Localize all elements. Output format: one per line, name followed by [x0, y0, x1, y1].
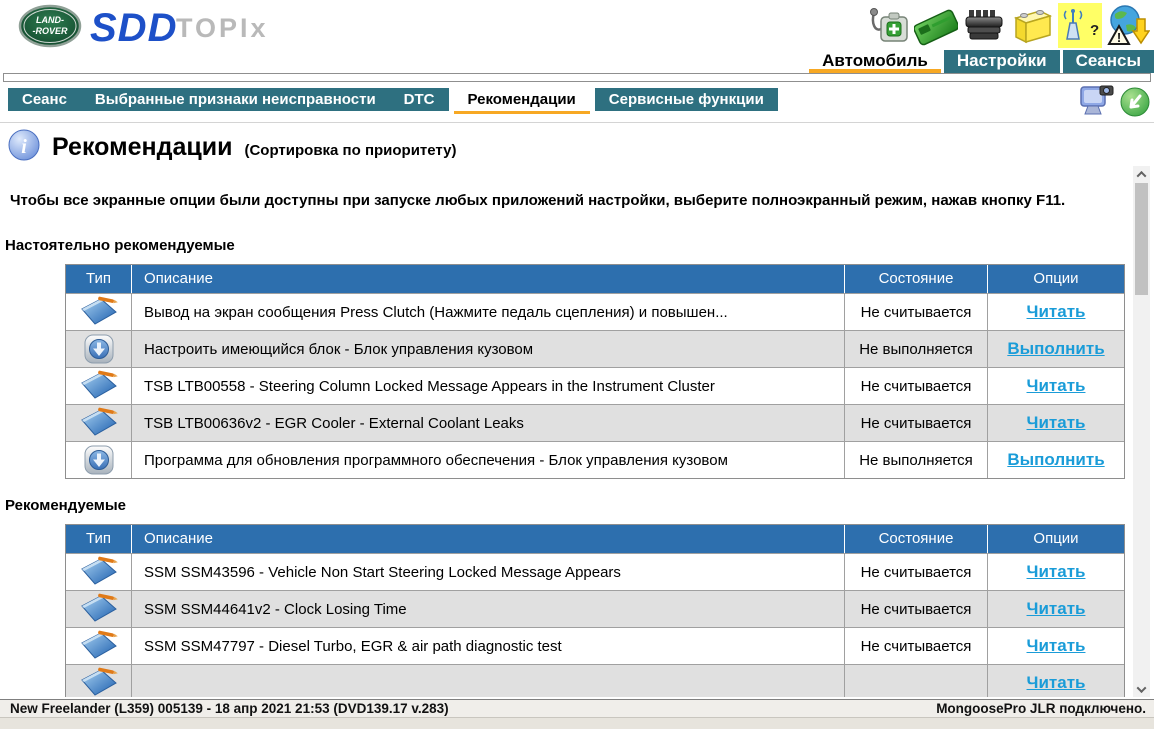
column-header: Состояние	[844, 525, 987, 553]
row-state: Не считывается	[844, 368, 987, 404]
row-action-link[interactable]: Читать	[1026, 673, 1086, 692]
scroll-up-button[interactable]	[1133, 166, 1150, 182]
column-header: Описание	[131, 265, 844, 293]
table-row	[66, 367, 1124, 404]
recommendation-section	[0, 497, 1131, 697]
row-description	[131, 665, 844, 697]
row-action-link[interactable]: Выполнить	[1007, 450, 1105, 469]
row-description: TSB LTB00636v2 - EGR Cooler - External Coolant Leaks	[131, 405, 844, 441]
brand-header	[0, 0, 1154, 50]
session-nav-bar	[8, 88, 778, 114]
table-header-row	[66, 525, 1124, 553]
nav-tab-dtc[interactable]: DTC	[403, 91, 435, 108]
row-state: Не считывается	[844, 554, 987, 590]
row-state	[844, 665, 987, 697]
recommendation-sections	[0, 237, 1131, 697]
workspace-tabs	[809, 50, 1154, 73]
table-row	[66, 627, 1124, 664]
chevron-down-icon	[1137, 683, 1147, 693]
tab-vehicle[interactable]: Автомобиль	[809, 50, 941, 73]
page-title-row	[8, 129, 456, 166]
window-bottom-strip	[0, 717, 1154, 729]
row-action-link[interactable]: Читать	[1026, 636, 1086, 655]
column-header: Опции	[987, 525, 1124, 553]
nav-tab-recommendations[interactable]: Рекомендации	[454, 88, 590, 114]
section-title: Настоятельно рекомендуемые	[5, 237, 235, 254]
row-action-link[interactable]: Читать	[1026, 376, 1086, 395]
header-divider	[0, 122, 1154, 123]
row-description: SSM SSM43596 - Vehicle Non Start Steering Locked Message Appears	[131, 554, 844, 590]
row-action-link[interactable]: Читать	[1026, 599, 1086, 618]
battery-icon[interactable]	[1010, 3, 1054, 48]
status-bar	[0, 699, 1154, 717]
document-icon	[66, 368, 131, 404]
wireless-status-icon[interactable]	[1058, 3, 1102, 48]
tab-settings[interactable]: Настройки	[944, 50, 1060, 73]
row-description: Настроить имеющийся блок - Блок управления кузовом	[131, 331, 844, 367]
row-options-cell	[987, 554, 1124, 590]
vehicle-session-info: New Freelander (L359) 005139 - 18 апр 2021 21:53 (DVD139.17 v.283)	[10, 701, 449, 716]
nav-tab-symptoms[interactable]: Выбранные признаки неисправности	[94, 91, 376, 108]
column-header: Тип	[85, 530, 111, 547]
row-options-cell	[987, 294, 1124, 330]
table-row	[66, 441, 1124, 478]
document-icon	[66, 628, 131, 664]
row-description: Вывод на экран сообщения Press Clutch (Нажмите педаль сцепления) и повышен...	[131, 294, 844, 330]
table-row	[66, 330, 1124, 367]
column-header: Опции	[987, 265, 1124, 293]
column-header: Состояние	[844, 265, 987, 293]
svg-text:LAND-: LAND-	[36, 15, 64, 25]
table-row	[66, 293, 1124, 330]
row-state: Не считывается	[844, 405, 987, 441]
row-options-cell	[987, 368, 1124, 404]
row-state: Не считывается	[844, 628, 987, 664]
row-options-cell	[987, 405, 1124, 441]
row-options-cell	[987, 591, 1124, 627]
content-area	[0, 170, 1131, 697]
row-description: Программа для обновления программного обеспечения - Блок управления кузовом	[131, 442, 844, 478]
land-rover-logo	[18, 4, 82, 53]
vertical-scrollbar[interactable]	[1133, 166, 1150, 697]
fullscreen-notice: Чтобы все экранные опции были доступны при запуске любых приложений настройки, выберите полноэкранный режим, нажав кнопку F11.	[10, 192, 1066, 209]
topix-logo: TOPIx	[176, 13, 269, 43]
row-description: SSM SSM44641v2 - Clock Losing Time	[131, 591, 844, 627]
row-action-link[interactable]: Читать	[1026, 562, 1086, 581]
column-header: Тип	[85, 270, 111, 287]
document-icon	[66, 591, 131, 627]
row-state: Не выполняется	[844, 442, 987, 478]
tab-sessions[interactable]: Сеансы	[1063, 50, 1154, 73]
table-header-row	[66, 265, 1124, 293]
column-header: Описание	[131, 525, 844, 553]
row-state: Не считывается	[844, 591, 987, 627]
update-warning-icon[interactable]	[1106, 3, 1150, 48]
row-options-cell	[987, 665, 1124, 697]
row-options-cell	[987, 628, 1124, 664]
row-action-link[interactable]: Читать	[1026, 413, 1086, 432]
info-icon	[8, 129, 40, 166]
row-options-cell	[987, 331, 1124, 367]
nav-tab-service-functions[interactable]: Сервисные функции	[608, 91, 764, 108]
nav-action-icons	[1078, 84, 1151, 125]
row-action-link[interactable]: Читать	[1026, 302, 1086, 321]
execute-icon	[66, 442, 131, 478]
vci-card-icon[interactable]	[914, 3, 958, 48]
document-icon	[66, 405, 131, 441]
recommendation-section	[0, 237, 1131, 479]
svg-text:-ROVER: -ROVER	[32, 26, 68, 36]
row-options-cell	[987, 442, 1124, 478]
diagnostic-kit-icon[interactable]	[866, 3, 910, 48]
section-title: Рекомендуемые	[5, 497, 126, 514]
device-connection-status: MongoosePro JLR подключено.	[936, 701, 1146, 716]
table-row	[66, 664, 1124, 697]
wireless-question-badge: ?	[1090, 22, 1100, 39]
nav-tab-session[interactable]: Сеанс	[22, 91, 67, 108]
table-row	[66, 404, 1124, 441]
warning-exclamation-badge: !	[1116, 30, 1122, 45]
continue-icon[interactable]	[1119, 86, 1151, 123]
row-description: SSM SSM47797 - Diesel Turbo, EGR & air path diagnostic test	[131, 628, 844, 664]
scroll-down-button[interactable]	[1133, 681, 1150, 697]
status-icon-bar	[866, 3, 1150, 48]
row-action-link[interactable]: Выполнить	[1007, 339, 1105, 358]
page-subtitle: (Сортировка по приоритету)	[244, 142, 457, 159]
page-title: Рекомендации	[52, 133, 233, 161]
svg-text:i: i	[21, 136, 27, 158]
execute-icon	[66, 331, 131, 367]
table-row	[66, 553, 1124, 590]
recommendations-table	[65, 264, 1125, 479]
progress-bar	[3, 73, 1151, 82]
document-icon	[66, 665, 131, 697]
recommendations-table	[65, 524, 1125, 697]
document-icon	[66, 554, 131, 590]
row-description: TSB LTB00558 - Steering Column Locked Message Appears in the Instrument Cluster	[131, 368, 844, 404]
row-state: Не выполняется	[844, 331, 987, 367]
screenshot-icon[interactable]	[1078, 84, 1116, 125]
sdd-logo: SDD	[90, 6, 178, 50]
datalogger-icon[interactable]	[962, 3, 1006, 48]
document-icon	[66, 294, 131, 330]
scrollbar-thumb[interactable]	[1135, 183, 1148, 295]
chevron-up-icon	[1137, 170, 1147, 180]
row-state: Не считывается	[844, 294, 987, 330]
table-row	[66, 590, 1124, 627]
